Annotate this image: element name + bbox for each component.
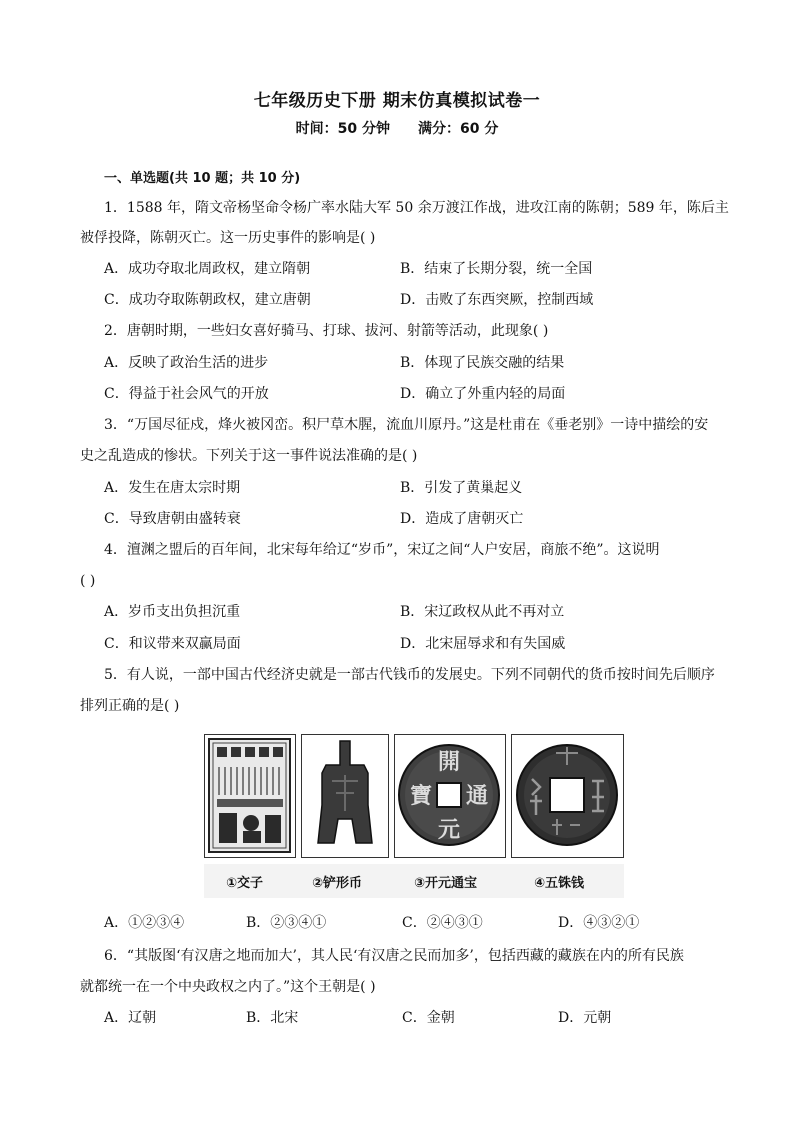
kaiyuan-char-left: 寶: [409, 783, 433, 809]
question-6-option-d: D．元朝: [558, 1010, 612, 1026]
coin-label-jiaozi: ①交子: [226, 876, 264, 891]
question-2-stem: 2．唐朝时期，一些妇女喜好骑马、打球、拔河、射箭等活动，此现象( ): [104, 323, 549, 339]
question-4-option-a: A．岁币支出负担沉重: [104, 604, 241, 620]
page-title: 七年级历史下册 期末仿真模拟试卷一: [253, 91, 541, 111]
question-5-option-b: B．②③④①: [246, 915, 327, 931]
question-3-stem: 3．“万国尽征戍，烽火被冈峦。积尸草木腥，流血川原丹。”这是杜甫在《垂老别》一诗中描绘的安: [104, 417, 709, 433]
question-1-option-c: C．成功夺取陈朝政权，建立唐朝: [104, 292, 311, 308]
question-5-option-d: D．④③②①: [558, 915, 640, 931]
question-5-stem: 5．有人说，一部中国古代经济史就是一部古代钱币的发展史。下列不同朝代的货币按时间先后顺序: [104, 667, 715, 683]
question-4-option-c: C．和议带来双赢局面: [104, 636, 241, 652]
question-1-option-d: D．击败了东西突厥，控制西域: [400, 292, 594, 308]
question-4-stem: 4．澶渊之盟后的百年间，北宋每年给辽“岁币”，宋辽之间“人户安居，商旅不绝”。这说明: [104, 542, 660, 558]
question-4-option-d: D．北宋屈辱求和有失国威: [400, 636, 566, 652]
kaiyuan-char-bottom: 元: [437, 817, 461, 843]
question-3-stem-cont: 史之乱造成的惨状。下列关于这一事件说法准确的是( ): [80, 448, 418, 464]
kaiyuan-char-right: 通: [465, 783, 489, 809]
kaiyuan-coin-image: [394, 734, 506, 858]
question-5-option-a: A．①②③④: [104, 915, 185, 931]
question-6-stem: 6．“其版图‘有汉唐之地而加大’，其人民‘有汉唐之民而加多’，包括西藏的藏族在内的所有民族: [104, 948, 684, 964]
question-5-stem-cont: 排列正确的是( ): [80, 698, 180, 714]
kaiyuan-char-top: 開: [437, 749, 461, 775]
question-2-option-a: A．反映了政治生活的进步: [104, 355, 269, 371]
question-3-option-d: D．造成了唐朝灭亡: [400, 511, 524, 527]
question-6-option-a: A．辽朝: [104, 1010, 157, 1026]
question-4-option-b: B．宋辽政权从此不再对立: [400, 604, 565, 620]
question-5-option-c: C．②④③①: [402, 915, 483, 931]
spade-coin-image: [301, 734, 389, 858]
question-6-stem-cont: 就都统一在一个中央政权之内了。”这个王朝是( ): [80, 979, 376, 995]
spade-coin-icon: [302, 735, 387, 856]
wuzhu-coin-icon: [512, 735, 622, 856]
question-3-option-a: A．发生在唐太宗时期: [104, 480, 241, 496]
question-4-stem-cont: ( ): [80, 573, 96, 589]
question-6-option-c: C．金朝: [402, 1010, 455, 1026]
question-3-option-b: B．引发了黄巢起义: [400, 480, 523, 496]
question-2-option-c: C．得益于社会风气的开放: [104, 386, 269, 402]
question-3-option-c: C．导致唐朝由盛转衰: [104, 511, 241, 527]
currency-figure: [204, 734, 624, 900]
question-1-option-b: B．结束了长期分裂，统一全国: [400, 261, 593, 277]
question-1-stem-cont: 被俘投降，陈朝灭亡。这一历史事件的影响是( ): [80, 230, 376, 246]
exam-score: 满分：60 分: [418, 121, 499, 137]
question-2-option-d: D．确立了外重内轻的局面: [400, 386, 566, 402]
coin-label-wuzhu: ④五铢钱: [534, 876, 585, 891]
jiaozi-icon: [205, 735, 294, 856]
jiaozi-image: [204, 734, 296, 858]
kaiyuan-coin-icon: [395, 735, 504, 856]
coin-label-kaiyuan: ③开元通宝: [414, 876, 478, 891]
question-1-option-a: A．成功夺取北周政权，建立隋朝: [104, 261, 311, 277]
wuzhu-coin-image: [511, 734, 624, 858]
question-1-stem: 1．1588 年，隋文帝杨坚命令杨广率水陆大军 50 余万渡江作战，进攻江南的陈朝；589 年，陈后主: [104, 200, 729, 216]
exam-time: 时间：50 分钟: [295, 121, 390, 137]
question-2-option-b: B．体现了民族交融的结果: [400, 355, 565, 371]
coin-label-spade: ②铲形币: [312, 876, 363, 891]
question-6-option-b: B．北宋: [246, 1010, 299, 1026]
exam-info: [0, 118, 794, 138]
section-heading: 一、单选题(共 10 题；共 10 分): [104, 171, 301, 186]
